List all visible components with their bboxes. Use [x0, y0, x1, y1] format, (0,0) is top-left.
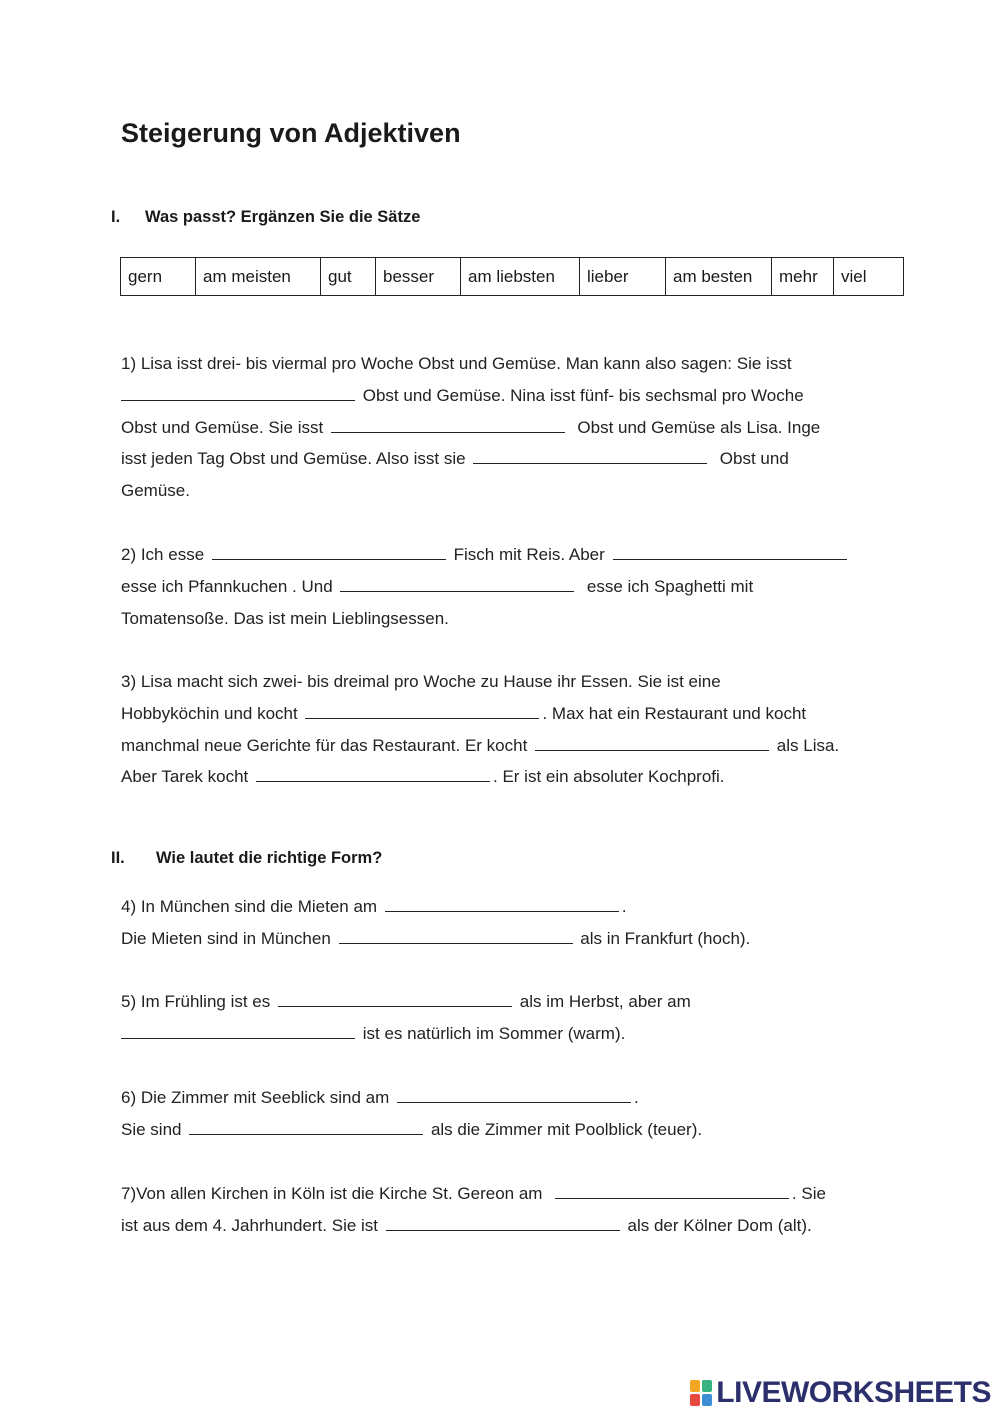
exercise-3-text: Aber Tarek kocht	[121, 767, 249, 787]
exercise-1	[121, 348, 901, 507]
word-bank-cell: am meisten	[196, 258, 321, 296]
logo-tile	[690, 1394, 700, 1406]
exercise-1-text: Gemüse.	[121, 481, 190, 501]
exercise-6-text: .	[634, 1088, 639, 1107]
exercise-4-text: 4) In München sind die Mieten am	[121, 897, 378, 916]
answer-blank-2b[interactable]	[613, 544, 847, 560]
exercise-6	[121, 1082, 901, 1146]
answer-blank-4a[interactable]	[385, 896, 619, 912]
exercise-3-text: . Er ist ein absoluter Kochprofi.	[493, 767, 725, 787]
exercise-2-text: Tomatensoße. Das ist mein Lieblingsessen.	[121, 608, 449, 628]
exercise-2-text: Fisch mit Reis. Aber	[453, 545, 605, 564]
answer-blank-2a[interactable]	[212, 544, 446, 560]
exercise-1-text: Obst und Gemüse. Sie isst	[121, 417, 324, 437]
word-bank-table	[120, 257, 904, 296]
word-bank-cell: am besten	[666, 258, 772, 296]
answer-blank-3a[interactable]	[305, 703, 539, 719]
answer-blank-5b[interactable]	[121, 1023, 355, 1039]
liveworksheets-logo-icon	[690, 1380, 712, 1406]
exercise-3-text: 3) Lisa macht sich zwei- bis dreimal pro Woche zu Hause ihr Essen. Sie ist eine	[121, 672, 721, 691]
exercise-1-text: isst jeden Tag Obst und Gemüse. Also isst sie	[121, 449, 466, 469]
answer-blank-1b[interactable]	[331, 417, 565, 433]
exercise-5-text: 5) Im Frühling ist es	[121, 992, 271, 1011]
exercise-6-text: Sie sind	[121, 1119, 182, 1139]
section-1-title: Was passt? Ergänzen Sie die Sätze	[145, 208, 421, 226]
liveworksheets-logo-text: LIVEWORKSHEETS	[716, 1376, 991, 1409]
section-1-number: I.	[111, 208, 121, 226]
exercise-7-text: als der Kölner Dom (alt).	[627, 1215, 812, 1235]
exercise-1-text: Obst und Gemüse als Lisa. Inge	[577, 417, 821, 437]
liveworksheets-logo	[690, 1376, 991, 1410]
answer-blank-3c[interactable]	[256, 766, 490, 782]
exercise-5	[121, 986, 901, 1050]
exercise-6-text: 6) Die Zimmer mit Seeblick sind am	[121, 1088, 390, 1107]
exercise-3	[121, 666, 901, 793]
word-bank-cell: mehr	[772, 258, 834, 296]
exercise-3-text: als Lisa.	[776, 735, 840, 755]
word-bank-cell: am liebsten	[461, 258, 580, 296]
answer-blank-4b[interactable]	[339, 928, 573, 944]
exercise-3-text: . Max hat ein Restaurant und kocht	[542, 703, 807, 723]
section-2-title: Wie lautet die richtige Form?	[156, 849, 383, 867]
word-bank-cell: viel	[834, 258, 904, 296]
exercise-6-text: als die Zimmer mit Poolblick (teuer).	[430, 1119, 703, 1139]
exercise-4	[121, 891, 901, 955]
answer-blank-2c[interactable]	[340, 576, 574, 592]
answer-blank-7b[interactable]	[386, 1215, 620, 1231]
exercise-7-text: 7)Von allen Kirchen in Köln ist die Kirche St. Gereon am	[121, 1184, 543, 1203]
word-bank-cell: lieber	[580, 258, 666, 296]
section-2-heading	[111, 849, 382, 868]
exercise-2-text: esse ich Pfannkuchen . Und	[121, 576, 333, 596]
answer-blank-1c[interactable]	[473, 448, 707, 464]
page-title: Steigerung von Adjektiven	[121, 118, 461, 148]
logo-tile	[702, 1380, 712, 1392]
exercise-1-text: Obst und	[719, 449, 789, 469]
word-bank-cell: besser	[376, 258, 461, 296]
word-bank-cell: gut	[321, 258, 376, 296]
exercise-1-text: Obst und Gemüse. Nina isst fünf- bis sechsmal pro Woche	[362, 385, 804, 405]
exercise-5-text: ist es natürlich im Sommer (warm).	[362, 1023, 626, 1043]
section-2-number: II.	[111, 849, 125, 867]
exercise-7-text: . Sie	[791, 1184, 826, 1203]
answer-blank-1a[interactable]	[121, 385, 355, 401]
word-bank-row	[121, 258, 904, 296]
exercise-3-text: manchmal neue Gerichte für das Restaurant. Er kocht	[121, 735, 528, 755]
logo-tile	[702, 1394, 712, 1406]
exercise-5-text: als im Herbst, aber am	[519, 992, 691, 1011]
answer-blank-3b[interactable]	[535, 735, 769, 751]
answer-blank-6b[interactable]	[189, 1119, 423, 1135]
logo-tile	[690, 1380, 700, 1392]
exercise-4-text: .	[621, 897, 627, 916]
exercise-7	[121, 1178, 901, 1242]
exercise-2-text: 2) Ich esse	[121, 545, 205, 564]
answer-blank-6a[interactable]	[397, 1087, 631, 1103]
answer-blank-5a[interactable]	[278, 991, 512, 1007]
exercise-1-text: 1) Lisa isst drei- bis viermal pro Woche Obst und Gemüse. Man kann also sagen: Sie isst	[121, 354, 792, 373]
section-1-heading	[111, 208, 420, 227]
exercise-7-text: ist aus dem 4. Jahrhundert. Sie ist	[121, 1215, 379, 1235]
answer-blank-7a[interactable]	[555, 1183, 789, 1199]
exercise-4-text: als in Frankfurt (hoch).	[580, 928, 751, 948]
exercise-2-text: esse ich Spaghetti mit	[586, 576, 754, 596]
exercise-4-text: Die Mieten sind in München	[121, 928, 331, 948]
exercise-2	[121, 539, 901, 634]
exercise-3-text: Hobbyköchin und kocht	[121, 703, 298, 723]
word-bank-cell: gern	[121, 258, 196, 296]
